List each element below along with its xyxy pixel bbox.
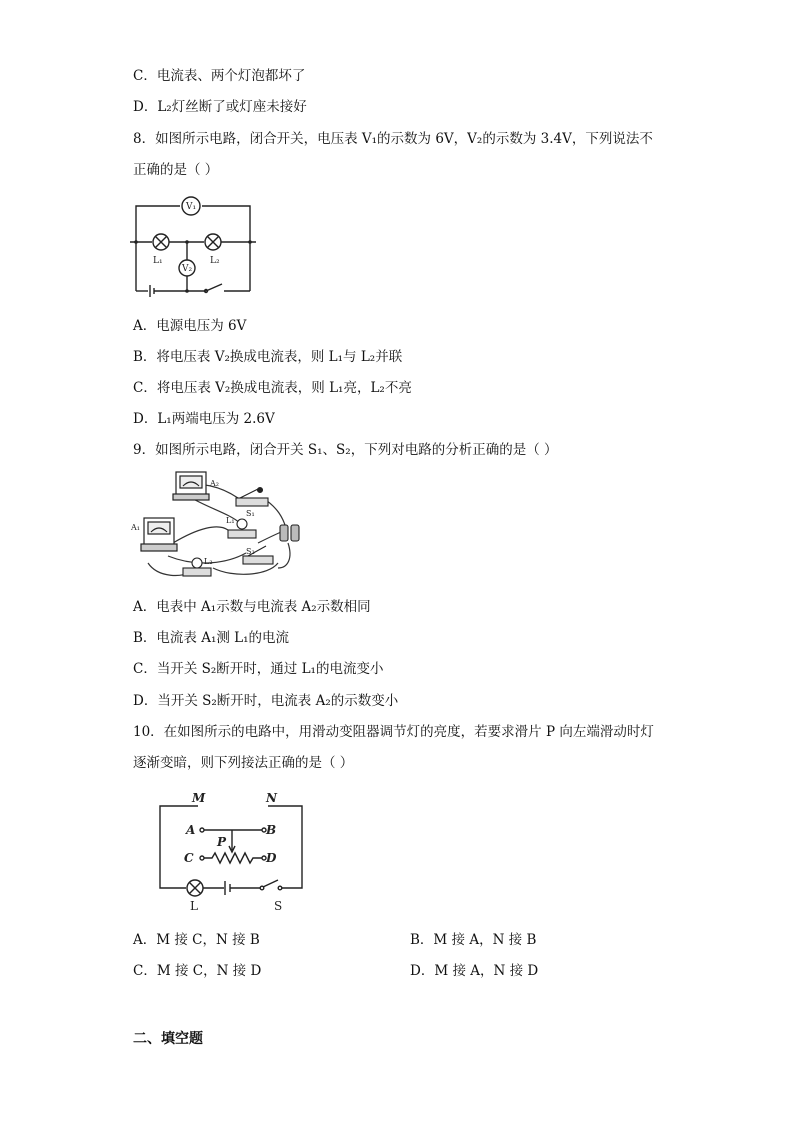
q8-stem-line1: 8．如图所示电路，闭合开关，电压表 V₁的示数为 6V，V₂的示数为 3.4V，下列说法不 [133,131,653,147]
q9-option-a: A．电表中 A₁示数与电流表 A₂示数相同 [133,599,371,615]
q7-option-d: D．L₂灯丝断了或灯座未接好 [133,99,307,115]
q7-option-c: C．电流表、两个灯泡都坏了 [133,68,306,84]
q9-option-b: B．电流表 A₁测 L₁的电流 [133,630,290,646]
q9-a1-label: A₁ [131,523,140,532]
q9-circuit-photo [128,468,308,583]
q8-circuit-diagram [128,194,258,299]
q10-p-label: P [217,835,227,849]
q8-option-a: A．电源电压为 6V [133,318,247,334]
q10-c-label: C [184,851,194,865]
q9-option-c: C．当开关 S₂断开时，通过 L₁的电流变小 [133,661,384,677]
q10-stem-line2: 逐渐变暗，则下列接法正确的是（ ） [133,755,354,771]
q9-s1-label: S₁ [246,509,255,518]
q8-option-b: B．将电压表 V₂换成电流表，则 L₁与 L₂并联 [133,349,403,365]
q9-l1-label: L₁ [226,516,235,525]
q8-option-d: D．L₁两端电压为 2.6V [133,411,275,427]
q10-n-label: N [266,792,277,805]
q8-l1-label: L₁ [153,256,163,266]
q8-l2-label: L₂ [210,256,220,266]
q10-d-label: D [266,851,277,865]
q10-s-label: S [274,899,283,913]
q10-option-d: D．M 接 A，N 接 D [410,963,539,979]
q10-b-label: B [266,823,277,837]
q10-a-label: A [186,823,196,837]
q10-option-a: A．M 接 C，N 接 B [133,932,260,948]
section-heading: 二、填空题 [133,1031,203,1047]
q9-option-d: D．当开关 S₂断开时，电流表 A₂的示数变小 [133,693,399,709]
q8-v1-label: V₁ [186,202,197,212]
q10-circuit-diagram [150,792,320,914]
q9-stem: 9．如图所示电路，闭合开关 S₁、S₂，下列对电路的分析正确的是（ ） [133,442,558,458]
q8-v2-label: V₂ [182,264,193,274]
q8-stem-line2: 正确的是（ ） [133,162,219,178]
q10-l-label: L [190,899,198,913]
q9-s2-label: S₂ [246,547,255,556]
q10-option-b: B．M 接 A，N 接 B [410,932,537,948]
q10-stem-line1: 10．在如图所示的电路中，用滑动变阻器调节灯的亮度，若要求滑片 P 向左端滑动时灯 [133,724,654,740]
q9-l2-label: L₂ [204,557,213,566]
q9-a2-label: A₂ [210,479,219,488]
q8-option-c: C．将电压表 V₂换成电流表，则 L₁亮，L₂不亮 [133,380,412,396]
q10-option-c: C．M 接 C，N 接 D [133,963,262,979]
q10-m-label: M [192,792,206,805]
